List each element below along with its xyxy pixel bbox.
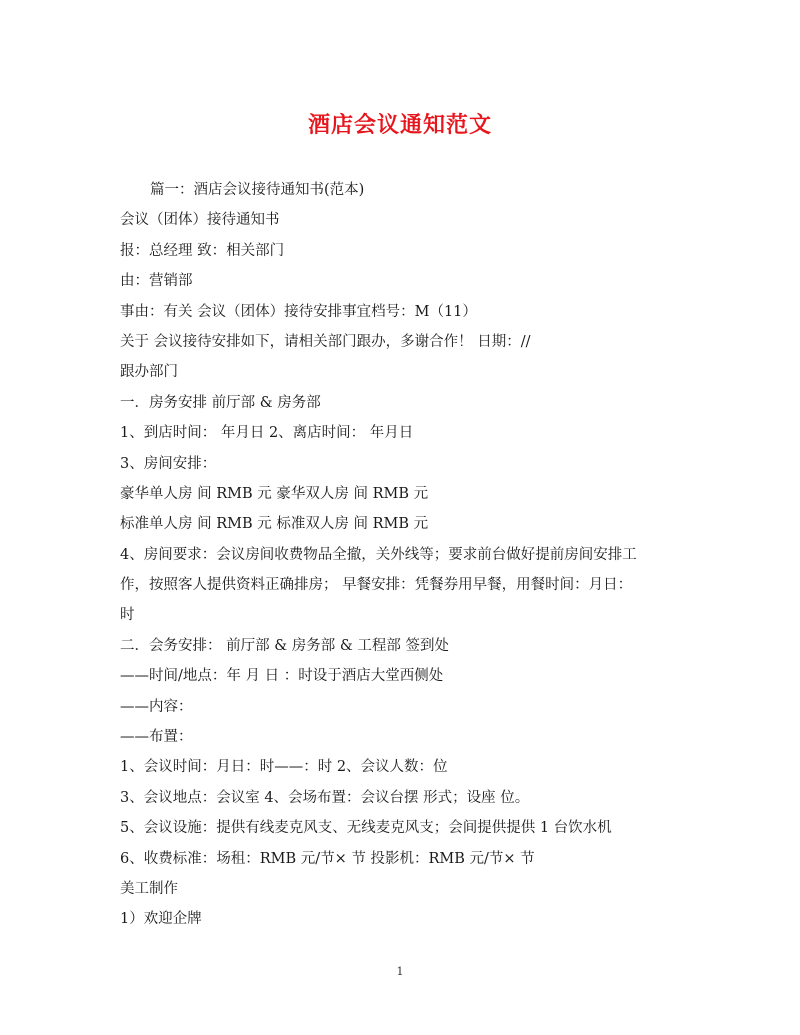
text-line: 作，按照客人提供资料正确排房； 早餐安排：凭餐券用早餐，用餐时间：月日： (120, 577, 633, 594)
text-line: 跟办部门 (120, 364, 178, 381)
text-line: 1、会议时间：月日：时——：时 2、会议人数：位 (120, 759, 448, 776)
text-line: 5、会议设施：提供有线麦克风支、无线麦克风支；会间提供提供 1 台饮水机 (120, 820, 612, 837)
text-line: 会议（团体）接待通知书 (120, 212, 280, 229)
text-line: ——时间/地点：年 月 日 ：时设于酒店大堂西侧处 (120, 668, 444, 685)
text-line: 6、收费标准：场租：RMB 元/节× 节 投影机：RMB 元/节× 节 (120, 850, 535, 867)
text-line: 时 (120, 607, 135, 624)
document-body (120, 175, 685, 935)
text-line: 1、到店时间： 年月日 2、离店时间： 年月日 (120, 425, 414, 442)
text-line: 由：营销部 (120, 273, 193, 290)
text-line: 标准单人房 间 RMB 元 标准双人房 间 RMB 元 (120, 516, 429, 533)
document-title: 酒店会议通知范文 (307, 112, 492, 138)
text-line: 3、房间安排： (120, 455, 217, 472)
text-line: 美工制作 (120, 880, 178, 897)
text-line: 3、会议地点：会议室 4、会场布置：会议台摆 形式；设座 位。 (120, 789, 530, 806)
page-number: 1 (396, 965, 404, 978)
text-line: 报：总经理 致：相关部门 (120, 242, 285, 259)
text-line: 豪华单人房 间 RMB 元 豪华双人房 间 RMB 元 (120, 485, 429, 502)
text-line: 1）欢迎企牌 (120, 911, 202, 928)
text-line-section-heading: 篇一：酒店会议接待通知书(范本) (150, 182, 365, 198)
text-line: ——布置： (120, 729, 193, 746)
text-line: 一．房务安排 前厅部 & 房务部 (120, 394, 321, 411)
text-line: 二．会务安排： 前厅部 & 房务部 & 工程部 签到处 (120, 637, 449, 654)
text-line: ——内容： (120, 698, 193, 715)
text-line: 关于 会议接待安排如下，请相关部门跟办，多谢合作！ 日期：// (120, 333, 531, 350)
text-line: 4、房间要求：会议房间收费物品全撤，关外线等；要求前台做好提前房间安排工 (120, 546, 637, 563)
text-line: 事由：有关 会议（团体）接待安排事宜档号：M（11） (120, 303, 477, 320)
